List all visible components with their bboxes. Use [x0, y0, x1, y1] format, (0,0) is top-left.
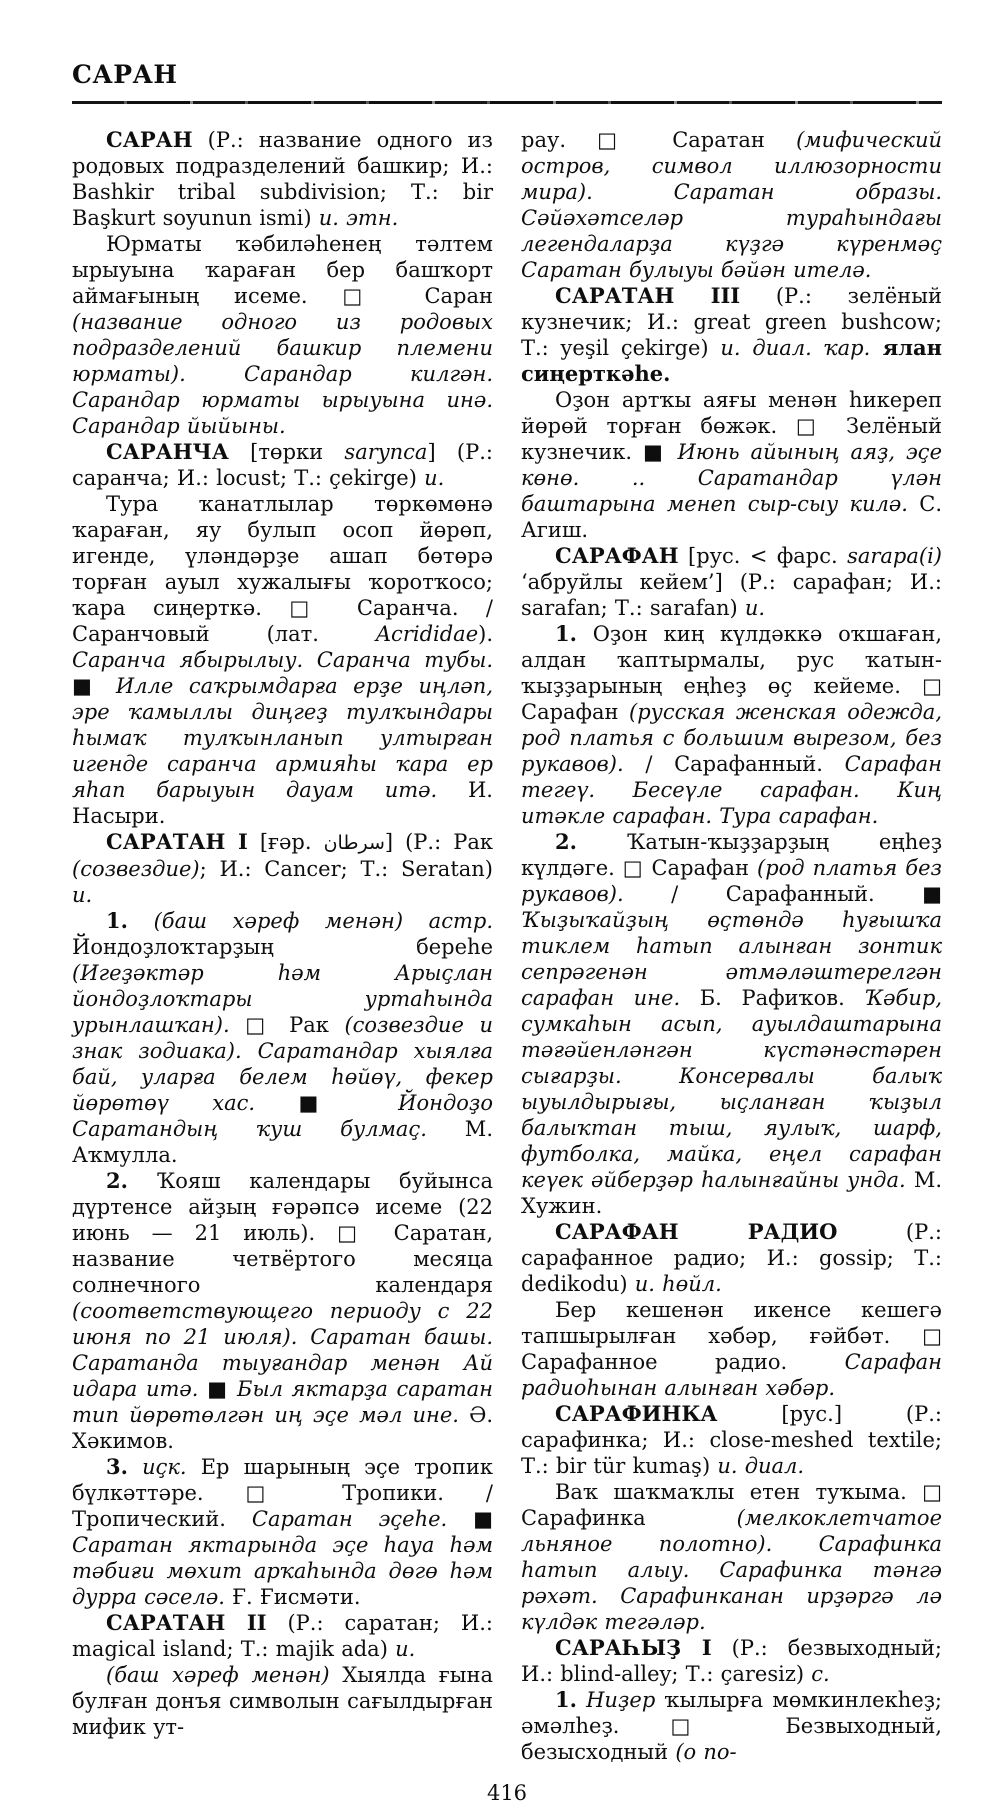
text-run: Тура ҡанатлылар төркөмөнә ҡараған, яу булып осоп йөрөп, игенде, үләндәрҙе ашап бөтөрә торған ауыл хужалығы ҡоротҡосо; ҡара сиңерткә. □ Саранча. / Саранчовый (лат.: [72, 492, 493, 646]
bold-run: 1.: [555, 621, 577, 646]
italic-run: (мелкоклетчатое льняное полотно). Сарафинка һатып алыу. Сарафинка тәнгә рәхәт. Сарафинканан ирҙәргә лә күлдәк тегәләр.: [521, 1506, 942, 1634]
italic-run: Саратан эҫеһе.: [251, 1507, 448, 1531]
bold-run: САРАТАН II: [106, 1610, 267, 1635]
running-head: САРАН: [72, 60, 178, 89]
italic-run: и.: [72, 883, 93, 907]
dictionary-paragraph: [521, 829, 942, 1219]
text-run: Ә. Хәкимов.: [72, 1403, 493, 1453]
italic-run: и. диал.: [717, 1454, 805, 1478]
dictionary-paragraph: [72, 127, 493, 231]
text-run: И. Насыри.: [72, 778, 493, 828]
italic-run: Сарафан радиоһынан алынған хәбәр.: [521, 1350, 942, 1400]
italic-run: Ҡыҙыҡайҙың өҫтөндә һуғышҡа тиклем һатып алынған зонтик сепрәгенән әтмәләштерелгән сарафан ине.: [521, 908, 942, 1010]
text-run: Оҙон киң күлдәккә оҡшаған, алдан ҡаптырмалы, рус ҡатын-ҡыҙҙарының еңһеҙ өҫ кейеме. □ Сарафан: [521, 622, 942, 724]
italic-run: и.: [395, 1637, 416, 1661]
bold-run: САРАН: [106, 127, 193, 152]
bold-run: САРАНЧА: [106, 439, 229, 464]
dictionary-paragraph: [521, 283, 942, 387]
text-run: ҡылырға мөмкинлекһеҙ; әмәлһеҙ. □ Безвыходный, безысходный: [521, 1688, 942, 1764]
bold-run: 1.: [555, 1687, 577, 1712]
italic-run: и. диал. ҡар.: [720, 336, 871, 360]
text-run: (Р.: саратан; И.: magical island; Т.: majik ada): [72, 1611, 493, 1661]
text-run: Бер кешенән икенсе кешегә тапшырылған хәбәр, ғәйбәт. □ Сарафанное радио.: [521, 1298, 942, 1374]
text-run: / Сарафанный. ■: [623, 882, 942, 906]
bold-run: 2.: [555, 829, 577, 854]
dictionary-paragraph: [72, 908, 493, 1168]
text-run: Оҙон артҡы аяғы менән һикереп йөрөй торған бөжәк. □ Зелёный кузнечик. ■: [521, 388, 942, 464]
bold-run: ялан сиңерткәһе.: [521, 335, 943, 386]
dictionary-paragraph: [72, 491, 493, 829]
italic-run: Саратан яктарында эҫе һауа һәм тәбиғи мөхит арҡаһында дөгө һәм дурра сәселә.: [72, 1533, 493, 1609]
text-run: ■: [447, 1507, 493, 1531]
text-run: Ваҡ шаҡмаҡлы етен туҡыма. □ Сарафинка: [521, 1480, 942, 1530]
italic-run: (русская женская одежда, род платья с большим вырезом, без рукавов).: [521, 700, 942, 776]
italic-run: sarynca: [344, 440, 428, 464]
dictionary-paragraph: [72, 1454, 493, 1610]
text-run: Хыялда ғына булған донъя символын сағылдырған мифик ут-: [72, 1663, 493, 1739]
text-run: (Р.: безвыходный; И.: blind-alley; Т.: çaresiz): [521, 1636, 943, 1686]
italic-run: (род платья без рукавов).: [521, 856, 942, 906]
bold-run: САРАФИНКА: [555, 1401, 718, 1426]
text-run: [ғәр.: [247, 830, 324, 854]
dictionary-paragraph: [521, 1479, 942, 1635]
dictionary-paragraph: [72, 1168, 493, 1454]
text-run: / Сарафанный.: [623, 752, 845, 776]
italic-run: (соответствующего периоду с 22 июня по 21 июля). Саратан башы. Саратанда тыуғандар менән Ай идара итә.: [72, 1299, 493, 1401]
italic-run: Илле саҡрымдарға ерҙе иңләп, эре ҡамыллы диңгеҙ тулҡындары һымаҡ тулҡынланып ултырған игенде саранча армияһы ҡара ер яһап барыуын дауам итә.: [72, 674, 493, 802]
text-run: ] (Р.: саранча; И.: locust; Т.: çekirge): [72, 440, 493, 490]
italic-run: (баш хәреф менән) астр.: [127, 909, 493, 933]
text-run: Ер шарының эҫе тропик бүлкәттәре. □ Тропики. / Тропический.: [72, 1455, 493, 1531]
text-run: ■: [72, 674, 116, 698]
italic-run: Ниҙер: [576, 1688, 656, 1712]
text-run: М. Аҡмулла.: [72, 1117, 493, 1167]
dictionary-paragraph: [521, 127, 942, 283]
text-run: ).: [478, 622, 493, 646]
dictionary-paragraph: [72, 1610, 493, 1662]
bold-run: 3.: [106, 1454, 128, 1479]
bold-run: САРАФАН: [555, 543, 679, 568]
italic-run: и.: [424, 466, 445, 490]
italic-run: sarapa(i): [847, 544, 942, 568]
dictionary-paragraph: [521, 1401, 942, 1479]
text-run: рау. □ Саратан: [521, 128, 797, 152]
text-run: Ҡатын-ҡыҙҙарҙың еңһеҙ күлдәге. □ Сарафан: [521, 830, 942, 880]
header-rule: [72, 101, 942, 104]
text-columns: [72, 127, 942, 1765]
italic-run: Сарафан тегеү. Бесеүле сарафан. Киң итәкле сарафан. Тура сарафан.: [521, 752, 942, 828]
italic-run: с.: [811, 1662, 830, 1686]
text-run: Ҡояш календары буйынса дүртенсе айҙың ғәрәпсә исеме (22 июнь — 21 июль). □ Саратан, название четвёртого месяца солнечного календаря: [72, 1169, 493, 1297]
bold-run: 2.: [106, 1168, 128, 1193]
left-column: [72, 127, 493, 1765]
dictionary-paragraph: [521, 387, 942, 543]
text-run: [рус.] (Р.: сарафинка; И.: close-meshed textile; Т.: bir tür kumaş): [521, 1402, 942, 1478]
text-run: □ Рак: [229, 1013, 345, 1037]
italic-run: (созвездие и знак зодиака). Саратандар хыялға бай, уларға белем һөйөү, фекер йөрөтөү хас.: [72, 1013, 493, 1115]
text-run: [төрки: [228, 440, 345, 464]
text-run: ■: [198, 1377, 238, 1401]
text-run: ; И.: Cancer; Т.: Seratan): [199, 857, 493, 881]
text-run: [рус. < фарс.: [678, 544, 848, 568]
text-run: Юрматы ҡәбиләһенең тәлтем ырыуына ҡараған бер башҡорт аймағының исеме. □ Саран: [72, 232, 493, 308]
text-run: Йондоҙлоҡтарҙың береһе: [72, 935, 493, 959]
italic-run: (о по-: [675, 1740, 737, 1764]
italic-run: (баш хәреф менән): [106, 1663, 330, 1687]
page-number: 416: [486, 1781, 528, 1805]
dictionary-paragraph: [521, 621, 942, 829]
dictionary-paragraph: [72, 439, 493, 491]
text-run: ‘абруйлы кейем’] (Р.: сарафан; И.: sarafan; Т.: sarafan): [521, 570, 942, 620]
arabic-run: سرطان: [323, 832, 385, 854]
italic-run: Ҡәбир, сумкаһын асып, ауылдаштарына тәғәйенләнгән күстәнәстәрен сығарҙы. Консервалы балыҡ ыуылдырығы, ыҫланған ҡыҙыл балыҡтан тыш, яулыҡ, шарф, футболка, майка, еңел сарафан кеүек әйберҙәр һалынғайны унда.: [521, 986, 942, 1192]
bold-run: САРАТАН I: [106, 829, 248, 854]
italic-run: (созвездие): [72, 857, 200, 881]
bold-run: САРАҺЫҘ I: [555, 1635, 712, 1660]
bold-run: САРАФАН РАДИО: [555, 1219, 838, 1244]
dictionary-paragraph: [521, 1297, 942, 1401]
italic-run: и. этн.: [318, 206, 399, 230]
dictionary-paragraph: [521, 543, 942, 621]
dictionary-paragraph: [521, 1219, 942, 1297]
text-run: С. Агиш.: [521, 492, 942, 542]
bold-run: САРАТАН III: [555, 283, 741, 308]
dictionary-paragraph: [72, 231, 493, 439]
italic-run: Июнь айының аяҙ, эҫе көнө. .. Саратандар үлән баштарына менеп сыр-сыу килә.: [521, 440, 942, 516]
text-run: ■: [255, 1091, 399, 1115]
dictionary-paragraph: [521, 1687, 942, 1765]
italic-run: (Игеҙәктәр һәм Арыҫлан йондоҙлоҡтары уртаһында урынлашҡан).: [72, 961, 493, 1037]
italic-run: Был яктарҙа саратан тип йөрөтөлгән иң эҫе мәл ине.: [72, 1377, 493, 1427]
text-run: Ғ. Ғисмәти.: [224, 1585, 361, 1609]
text-run: (Р.: сарафанное радио; И.: gossip; Т.: dedikodu): [521, 1220, 942, 1296]
text-run: (Р.: название одного из родовых подразделений башкир; И.: Bashkir tribal subdivision; Т.: bir Başkurt soyunun ismi): [72, 128, 493, 230]
text-run: (Р.: зелёный кузнечик; И.: great green bushcow; Т.: yeşil çekirge): [521, 284, 942, 360]
italic-run: (мифический остров, символ иллюзорности мира). Саратан образы. Сәйәхәтселәр тураһындағы легендаларҙа күҙгә күренмәҫ Саратан булыуы бәйән ителә.: [521, 128, 942, 282]
italic-run: Саранча ябырылыу. Саранча тубы.: [72, 648, 493, 672]
dictionary-paragraph: [72, 1662, 493, 1740]
bold-run: 1.: [106, 908, 128, 933]
italic-run: и.: [744, 596, 766, 620]
italic-run: Йондоҙо Саратандың ҡуш булмаҫ.: [72, 1091, 493, 1141]
right-column: [521, 127, 942, 1765]
text-run: Б. Рафиҡов.: [680, 986, 865, 1010]
text-run: М. Хужин.: [521, 1168, 942, 1218]
dictionary-paragraph: [72, 829, 493, 908]
dictionary-paragraph: [521, 1635, 942, 1687]
text-run: ] (Р.: Рак: [384, 830, 493, 854]
italic-run: (название одного из родовых подразделений башкир племени юрматы). Сарандар килгән. Сарандар юрматы ырыуына инә. Сарандар йыйыны.: [72, 310, 493, 438]
italic-run: Acrididae: [375, 622, 479, 646]
italic-run: и. һөйл.: [634, 1272, 722, 1296]
italic-run: иҫк.: [127, 1455, 187, 1479]
